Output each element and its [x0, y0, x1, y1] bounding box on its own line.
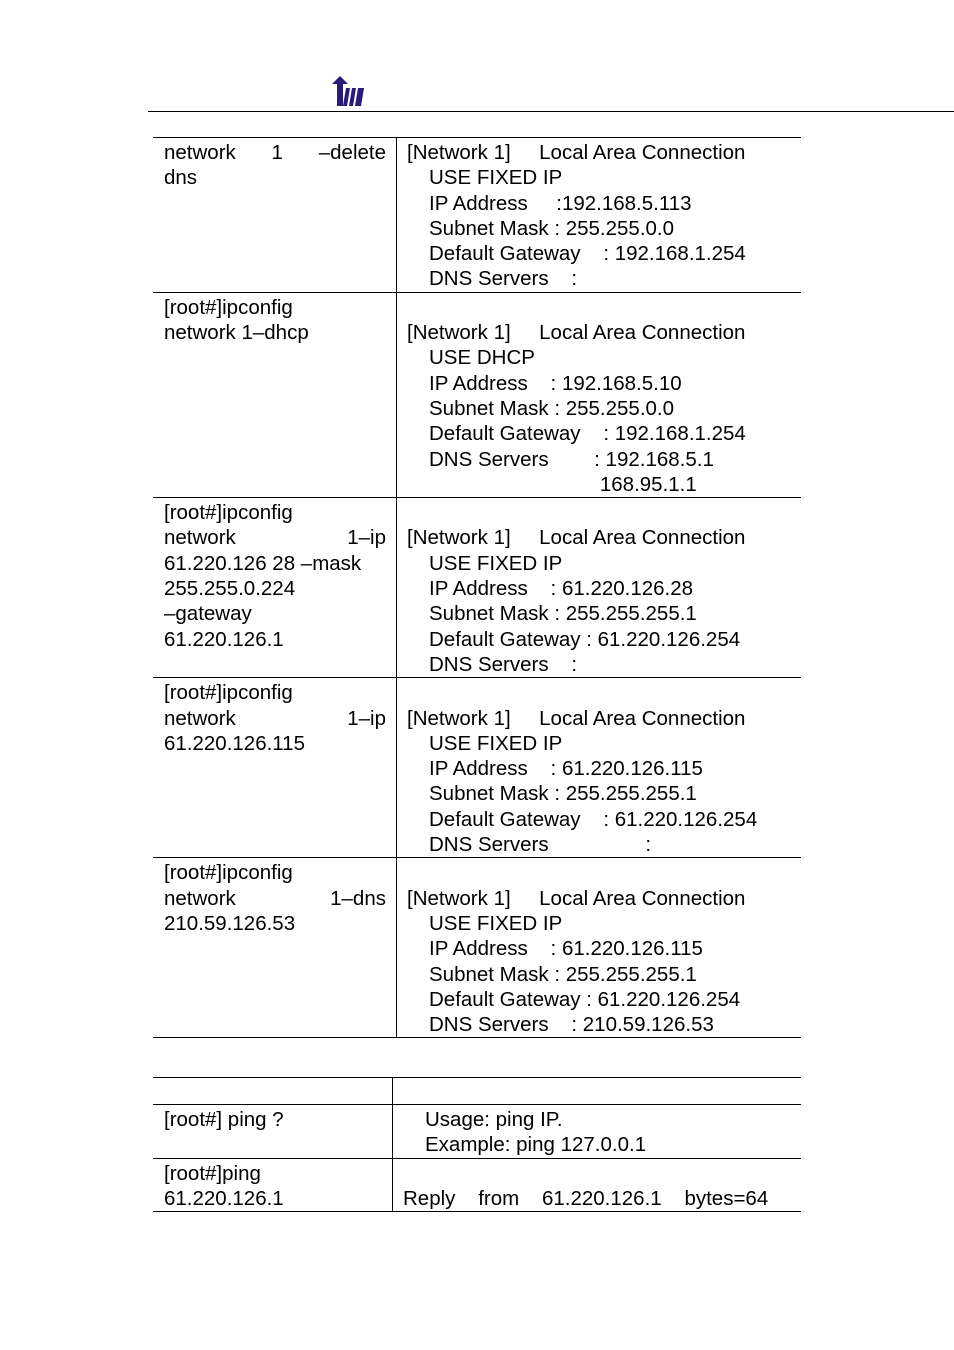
- output-cell: [397, 138, 802, 293]
- output-line: DNS Servers : 192.168.5.1: [429, 447, 714, 471]
- output-line: Subnet Mask : 255.255.0.0: [429, 216, 675, 240]
- output-network: [Network 1] Local Area Connection: [407, 706, 746, 730]
- command-cell: [153, 1105, 393, 1159]
- output-line: Example: ping 127.0.0.1: [425, 1133, 647, 1157]
- command-cell: [153, 678, 397, 858]
- output-line: Default Gateway : 61.220.126.254: [429, 627, 741, 651]
- output-line: [403, 1161, 791, 1186]
- table-row: [153, 678, 801, 858]
- output-cell: [397, 292, 802, 497]
- output-cell: [397, 498, 802, 678]
- output-network: [Network 1] Local Area Connection: [407, 141, 746, 164]
- command-line: [root#] ping ?: [164, 1108, 284, 1131]
- table-row: [153, 1158, 801, 1212]
- output-network: [Network 1] Local Area Connection: [407, 526, 746, 550]
- command-line: 61.220.126.1: [164, 1186, 284, 1210]
- command-line: 61.220.126.1: [164, 627, 284, 651]
- command-line: network 1–dns: [164, 886, 386, 910]
- output-line: 168.95.1.1: [429, 472, 697, 496]
- command-cell: [153, 1158, 393, 1212]
- output-line: DNS Servers :: [429, 267, 578, 291]
- command-line: dns: [164, 166, 198, 190]
- command-line: 210.59.126.53: [164, 911, 296, 935]
- output-line: USE FIXED IP: [429, 166, 563, 190]
- output-cell: [393, 1158, 802, 1212]
- output-line: USE FIXED IP: [429, 731, 563, 755]
- command-line: [root#]ping: [164, 1161, 261, 1185]
- command-line: network 1 –delete: [164, 141, 386, 164]
- output-line: IP Address : 61.220.126.28: [429, 577, 694, 601]
- table-header-row: [153, 1078, 801, 1105]
- output-line: IP Address : 61.220.126.115: [429, 757, 703, 781]
- command-line: 255.255.0.224: [164, 577, 296, 601]
- output-line: IP Address : 192.168.5.10: [429, 371, 682, 395]
- output-line: Default Gateway : 192.168.1.254: [429, 242, 746, 266]
- command-cell: [153, 292, 397, 497]
- output-line: Default Gateway : 192.168.1.254: [429, 422, 746, 446]
- output-line: Usage: ping IP.: [425, 1108, 563, 1131]
- output-line: USE FIXED IP: [429, 551, 563, 575]
- header-cell: [153, 1078, 393, 1105]
- output-line: Default Gateway : 61.220.126.254: [429, 807, 758, 831]
- command-line: network 1–ip: [164, 526, 386, 550]
- table-row: [153, 138, 801, 293]
- command-line: 61.220.126.115: [164, 731, 305, 755]
- output-line: Default Gateway : 61.220.126.254: [429, 987, 741, 1011]
- output-cell: [397, 858, 802, 1038]
- command-line: 61.220.126 28 –mask: [164, 551, 362, 575]
- output-line: Subnet Mask : 255.255.255.1: [429, 602, 697, 626]
- command-cell: [153, 138, 397, 293]
- command-line: [root#]ipconfig: [164, 501, 293, 525]
- output-line: USE FIXED IP: [429, 911, 563, 935]
- output-line: Reply from 61.220.126.1 bytes=64: [403, 1186, 769, 1210]
- command-line: network 1–dhcp: [164, 321, 309, 345]
- output-line: USE DHCP: [429, 346, 535, 370]
- header-cell: [393, 1078, 802, 1105]
- command-line: –gateway: [164, 602, 252, 626]
- header-rule: [148, 111, 954, 112]
- output-network: [Network 1] Local Area Connection: [407, 321, 746, 345]
- ping-table: [153, 1077, 801, 1212]
- output-line: DNS Servers : 210.59.126.53: [429, 1013, 714, 1037]
- table-row: [153, 858, 801, 1038]
- output-line: Subnet Mask : 255.255.255.1: [429, 962, 697, 986]
- output-cell: [393, 1105, 802, 1159]
- command-cell: [153, 858, 397, 1038]
- output-line: Subnet Mask : 255.255.255.1: [429, 782, 697, 806]
- table-row: [153, 292, 801, 497]
- command-line: [root#]ipconfig: [164, 861, 293, 885]
- command-cell: [153, 498, 397, 678]
- output-line: DNS Servers :: [429, 833, 652, 857]
- output-network: [Network 1] Local Area Connection: [407, 886, 746, 910]
- output-line: IP Address :192.168.5.113: [429, 191, 692, 215]
- output-cell: [397, 678, 802, 858]
- output-line: Subnet Mask : 255.255.0.0: [429, 396, 675, 420]
- company-logo-icon: [330, 76, 368, 108]
- command-line: [root#]ipconfig: [164, 295, 293, 319]
- command-line: [root#]ipconfig: [164, 681, 293, 705]
- table-row: [153, 1105, 801, 1159]
- command-line: network 1–ip: [164, 706, 386, 730]
- output-line: IP Address : 61.220.126.115: [429, 937, 703, 961]
- output-line: DNS Servers :: [429, 652, 578, 676]
- ipconfig-table: [153, 137, 801, 1038]
- table-row: [153, 498, 801, 678]
